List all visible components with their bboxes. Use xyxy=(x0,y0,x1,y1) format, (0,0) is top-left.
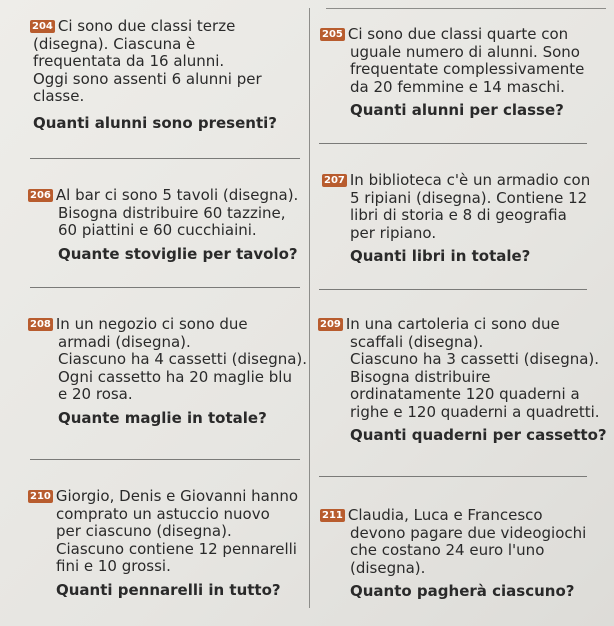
exercise-number: 210 xyxy=(30,491,51,502)
exercise-line: libri di storia e 8 di geografia xyxy=(350,206,567,224)
answer-line[interactable] xyxy=(319,476,587,477)
exercise-number: 207 xyxy=(324,175,345,186)
exercise-line: Ci sono due classi terze xyxy=(57,17,236,35)
top-rule xyxy=(326,8,606,9)
exercise-line: Claudia, Luca e Francesco xyxy=(347,506,543,524)
exercise-number: 209 xyxy=(320,319,341,330)
exercise-question: Quante stoviglie per tavolo? xyxy=(58,244,298,263)
exercise-number: 208 xyxy=(30,319,51,330)
exercise-question: Quanti libri in totale? xyxy=(350,247,531,265)
exercise-209 xyxy=(318,316,607,445)
exercise-205 xyxy=(320,26,584,120)
exercise-204 xyxy=(33,18,277,132)
exercise-line: Ci sono due classi quarte con xyxy=(347,25,569,43)
exercise-line: comprato un astuccio nuovo xyxy=(56,504,270,523)
answer-line[interactable] xyxy=(30,158,300,159)
exercise-number: 211 xyxy=(322,510,343,521)
exercise-line: frequentate complessivamente xyxy=(350,60,585,78)
exercise-question: Quanti alunni per classe? xyxy=(350,101,564,119)
exercise-line: Bisogna distribuire 60 tazzine, xyxy=(58,203,286,222)
exercise-line: righe e 120 quaderni a quadretti. xyxy=(350,402,600,421)
exercise-question: Quanto pagherà ciascuno? xyxy=(350,582,575,600)
exercise-line: che costano 24 euro l'uno xyxy=(350,541,545,559)
exercise-line: uguale numero di alunni. Sono xyxy=(350,42,580,61)
exercise-line: per ciascuno (disegna). xyxy=(56,522,232,540)
exercise-question: Quanti quaderni per cassetto? xyxy=(350,426,607,444)
exercise-207 xyxy=(322,172,590,266)
answer-line[interactable] xyxy=(30,287,300,288)
exercise-line: e 20 rosa. xyxy=(58,385,133,403)
exercise-question: Quanti pennarelli in tutto? xyxy=(56,580,281,599)
exercise-line: (disegna). xyxy=(350,558,426,577)
exercise-210 xyxy=(28,488,298,599)
exercise-line: Giorgio, Denis e Giovanni hanno xyxy=(55,487,299,505)
exercise-line: 60 piattini e 60 cucchiaini. xyxy=(58,221,257,239)
exercise-line: scaffali (disegna). xyxy=(350,332,484,351)
answer-line[interactable] xyxy=(30,459,300,460)
exercise-line: Ogni cassetto ha 20 maglie blu xyxy=(58,367,292,386)
exercise-line: ordinatamente 120 quaderni a xyxy=(350,385,580,403)
exercise-line: In un negozio ci sono due xyxy=(55,315,248,333)
exercise-line: per ripiano. xyxy=(350,223,437,242)
exercise-question: Quante maglie in totale? xyxy=(58,408,267,427)
exercise-line: Bisogna distribuire xyxy=(350,367,491,386)
exercise-206 xyxy=(28,187,298,263)
column-divider xyxy=(309,8,310,608)
exercise-number: 204 xyxy=(32,21,53,32)
exercise-number: 206 xyxy=(30,190,51,201)
exercise-line: In una cartoleria ci sono due xyxy=(345,315,560,333)
exercise-line: Ciascuno ha 3 cassetti (disegna). xyxy=(350,350,600,368)
exercise-line: devono pagare due videogiochi xyxy=(350,523,587,542)
exercise-line: Al bar ci sono 5 tavoli (disegna). xyxy=(55,186,299,204)
answer-line[interactable] xyxy=(319,289,587,290)
exercise-number: 205 xyxy=(322,29,343,40)
exercise-line: Ciascuno contiene 12 pennarelli xyxy=(56,539,297,558)
exercise-line: Ciascuno ha 4 cassetti (disegna). xyxy=(58,350,308,368)
exercise-211 xyxy=(320,507,586,601)
exercise-line: In biblioteca c'è un armadio con xyxy=(349,171,591,189)
exercise-208 xyxy=(28,316,307,427)
exercise-line: Oggi sono assenti 6 alunni per xyxy=(33,69,262,88)
answer-line[interactable] xyxy=(319,143,587,144)
exercise-line: (disegna). Ciascuna è xyxy=(33,34,196,53)
exercise-line: frequentata da 16 alunni. xyxy=(33,52,225,70)
exercise-line: da 20 femmine e 14 maschi. xyxy=(350,77,565,96)
exercise-line: fini e 10 grossi. xyxy=(56,557,171,575)
exercise-question: Quanti alunni sono presenti? xyxy=(33,113,277,132)
exercise-line: 5 ripiani (disegna). Contiene 12 xyxy=(350,188,588,207)
exercise-line: classe. xyxy=(33,87,85,105)
exercise-line: armadi (disegna). xyxy=(58,332,191,351)
